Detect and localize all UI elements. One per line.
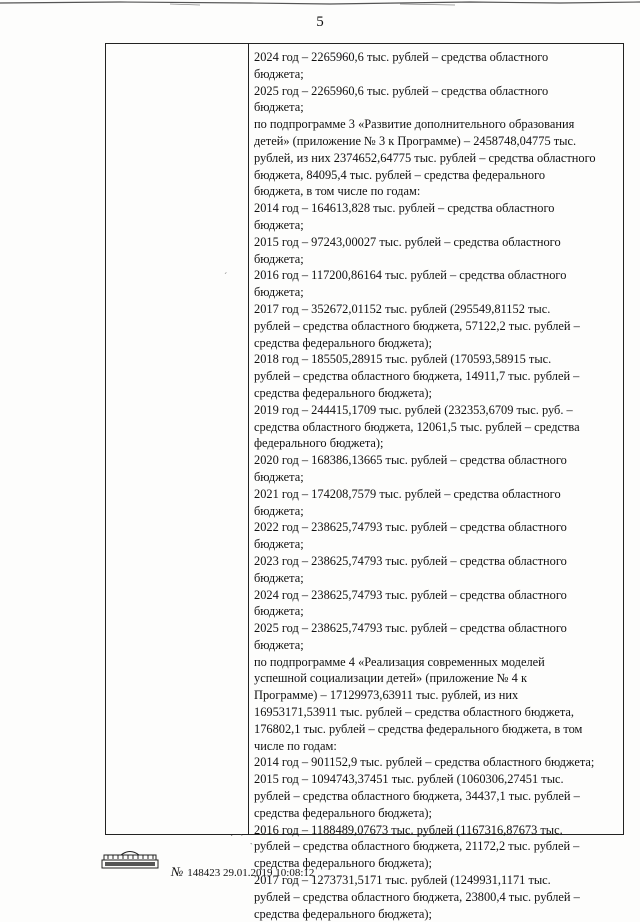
- text-line: бюджета;: [254, 100, 304, 115]
- text-line: 2017 год – 1273731,5171 тыс. рублей (1249931,1171 тыс.: [254, 873, 551, 888]
- text-line: 2025 год – 238625,74793 тыс. рублей – средства областного: [254, 621, 567, 636]
- text-line: 2020 год – 168386,13665 тыс. рублей – средства областного: [254, 453, 567, 468]
- registration-number-datetime: 148423 29.01.2019 10:08:12: [187, 867, 315, 879]
- text-line: бюджета;: [254, 251, 304, 266]
- text-line: 2016 год – 1188489,07673 тыс. рублей (1167316,87673 тыс.: [254, 822, 563, 837]
- text-line: бюджета;: [254, 570, 304, 585]
- scan-marks: ˙ ` ˏ ˎ: [230, 834, 265, 845]
- text-line: успешной социализации детей» (приложение № 4 к: [254, 671, 527, 686]
- page-number: 5: [316, 14, 324, 30]
- text-line: бюджета;: [254, 604, 304, 619]
- text-line: 2021 год – 174208,7579 тыс. рублей – средства областного: [254, 486, 561, 501]
- text-line: 2023 год – 238625,74793 тыс. рублей – средства областного: [254, 553, 567, 568]
- text-line: рублей – средства областного бюджета, 21172,2 тыс. рублей –: [254, 839, 580, 854]
- text-line: рублей – средства областного бюджета, 14911,7 тыс. рублей –: [254, 369, 580, 384]
- text-line: средства федерального бюджета);: [254, 385, 432, 400]
- text-line: числе по годам:: [254, 738, 337, 753]
- text-line: бюджета;: [254, 285, 304, 300]
- text-line: бюджета, в том числе по годам:: [254, 184, 421, 199]
- text-line: средства федерального бюджета);: [254, 335, 432, 350]
- text-line: 2024 год – 238625,74793 тыс. рублей – средства областного: [254, 587, 567, 602]
- text-line: по подпрограмме 4 «Реализация современных моделей: [254, 654, 545, 669]
- text-line: 2016 год – 117200,86164 тыс. рублей – средства областного: [254, 268, 567, 283]
- text-line: 16953171,53911 тыс. рублей – средства областного бюджета,: [254, 705, 574, 720]
- text-line: рублей – средства областного бюджета, 23800,4 тыс. рублей –: [254, 889, 580, 904]
- text-line: 2019 год – 244415,1709 тыс. рублей (232353,6709 тыс. руб. –: [254, 402, 573, 417]
- registration-stamp: [171, 864, 314, 880]
- text-line: бюджета;: [254, 469, 304, 484]
- text-line: средства областного бюджета, 12061,5 тыс. рублей – средства: [254, 419, 580, 434]
- government-logo-stamp: [101, 849, 159, 869]
- text-line: средства федерального бюджета);: [254, 906, 432, 921]
- text-line: федерального бюджета);: [254, 436, 384, 451]
- text-line: 2015 год – 1094743,37451 тыс. рублей (1060306,27451 тыс.: [254, 772, 564, 787]
- number-sign: №: [171, 864, 184, 879]
- scan-speck: ´: [224, 272, 228, 283]
- text-line: рублей – средства областного бюджета, 57122,2 тыс. рублей –: [254, 318, 580, 333]
- text-line: бюджета;: [254, 503, 304, 518]
- text-line: 176802,1 тыс. рублей – средства федерального бюджета, в том: [254, 721, 583, 736]
- text-line: 2025 год – 2265960,6 тыс. рублей – средства областного: [254, 83, 549, 98]
- text-line: бюджета;: [254, 217, 304, 232]
- text-line: рублей, из них 2374652,64775 тыс. рублей – средства областного: [254, 150, 596, 165]
- text-line: 2018 год – 185505,28915 тыс. рублей (170593,58915 тыс.: [254, 352, 552, 367]
- text-line: 2017 год – 352672,01152 тыс. рублей (295549,81152 тыс.: [254, 301, 551, 316]
- table-cell-content: [254, 49, 615, 922]
- text-line: бюджета;: [254, 537, 304, 552]
- text-line: Программе) – 17129973,63911 тыс. рублей, из них: [254, 688, 519, 703]
- text-line: средства федерального бюджета);: [254, 856, 432, 871]
- text-line: средства федерального бюджета);: [254, 805, 432, 820]
- scan-edge-artifact: [0, 0, 640, 10]
- text-line: 2014 год – 164613,828 тыс. рублей – средства областного: [254, 201, 555, 216]
- text-line: 2022 год – 238625,74793 тыс. рублей – средства областного: [254, 520, 567, 535]
- text-line: бюджета, 84095,4 тыс. рублей – средства федерального: [254, 167, 546, 182]
- text-line: 2015 год – 97243,00027 тыс. рублей – средства областного: [254, 234, 561, 249]
- text-line: детей» (приложение № 3 к Программе) – 2458748,04775 тыс.: [254, 133, 577, 148]
- text-line: 2014 год – 901152,9 тыс. рублей – средства областного бюджета;: [254, 755, 595, 770]
- table-column-divider: [248, 44, 249, 834]
- text-line: по подпрограмме 3 «Развитие дополнительного образования: [254, 117, 575, 132]
- text-line: бюджета;: [254, 66, 304, 81]
- text-line: 2024 год – 2265960,6 тыс. рублей – средства областного: [254, 50, 549, 64]
- text-line: рублей – средства областного бюджета, 34437,1 тыс. рублей –: [254, 789, 580, 804]
- text-line: бюджета;: [254, 637, 304, 652]
